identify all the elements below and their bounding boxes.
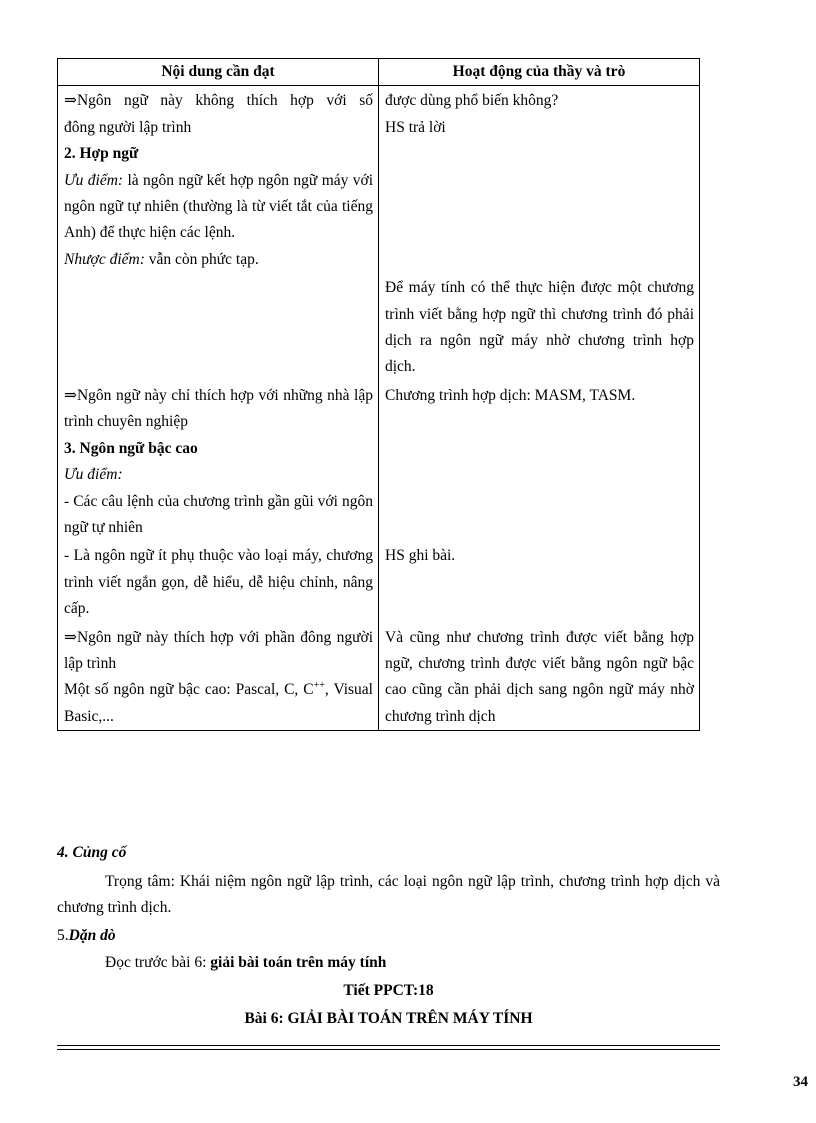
table-row bbox=[58, 86, 700, 273]
bullet-item: - Các câu lệnh của chương trình gần gũi với ngôn ngữ tự nhiên bbox=[64, 492, 373, 536]
homework-heading bbox=[57, 923, 720, 949]
section-heading: 3. Ngôn ngữ bậc cao bbox=[64, 439, 198, 457]
arrow-para: ⇒Ngôn ngữ này thích hợp với phần đông người lập trình bbox=[64, 628, 373, 672]
arrow-para: ⇒Ngôn ngữ này chỉ thích hợp với những nhà lập trình chuyên nghiệp bbox=[64, 386, 373, 431]
section-heading: 2. Hợp ngữ bbox=[64, 145, 139, 163]
homework-text bbox=[57, 950, 720, 976]
advantage-para bbox=[64, 168, 373, 247]
arrow-line: đông người lập trình bbox=[64, 118, 192, 136]
homework-title: Dặn dò bbox=[68, 927, 116, 944]
page-number: 34 bbox=[793, 1074, 808, 1090]
student-answer: HS trả lời bbox=[385, 118, 446, 136]
table-cell bbox=[379, 381, 700, 541]
header-content: Nội dung cần đạt bbox=[58, 59, 379, 86]
table-cell bbox=[379, 273, 700, 381]
advantage-text: là ngôn ngữ kết hợp ngôn ngữ máy với ngôn ngữ tự nhiên (thường là từ viết tắt của tiếng Anh) để thực hiện các lệnh. bbox=[64, 171, 374, 242]
table-row bbox=[58, 541, 700, 622]
student-note: HS ghi bài. bbox=[385, 547, 456, 565]
examples-post: , Visual Basic,... bbox=[64, 681, 373, 725]
examples-sup: ++ bbox=[313, 680, 325, 692]
lesson-title: Bài 6: GIẢI BÀI TOÁN TRÊN MÁY TÍNH bbox=[244, 1010, 533, 1027]
table-row bbox=[58, 381, 700, 541]
consolidate-heading: 4. Củng cố bbox=[57, 844, 127, 861]
examples-pre: Một số ngôn ngữ bậc cao: Pascal, C, C bbox=[64, 681, 314, 699]
table-cell bbox=[58, 623, 379, 731]
table-cell bbox=[379, 86, 700, 273]
lesson-table bbox=[57, 58, 700, 731]
question-line: được dùng phổ biến không? bbox=[385, 92, 559, 110]
header-activities: Hoạt động của thầy và trò bbox=[379, 59, 700, 86]
consolidate-text: Trọng tâm: Khái niệm ngôn ngữ lập trình, các loại ngôn ngữ lập trình, chương trình hợp dịch và chương trình dịch. bbox=[57, 873, 720, 916]
table-cell bbox=[58, 541, 379, 622]
table-cell bbox=[58, 381, 379, 541]
advantage-label: Ưu điểm: bbox=[64, 171, 124, 189]
table-cell bbox=[379, 623, 700, 731]
disadvantage-para bbox=[64, 247, 373, 273]
bullet-item: - Là ngôn ngữ ít phụ thuộc vào loại máy, chương trình viết ngắn gọn, dễ hiểu, dễ hiệu chỉnh, nâng cấp. bbox=[64, 547, 373, 618]
table-cell bbox=[58, 86, 379, 273]
table-cell bbox=[379, 541, 700, 622]
table-row bbox=[58, 623, 700, 731]
examples-para bbox=[64, 677, 373, 730]
table-row bbox=[58, 273, 700, 381]
disadvantage-label: Nhược điểm: bbox=[64, 250, 145, 268]
assembler-para: Chương trình hợp dịch: MASM, TASM. bbox=[385, 386, 636, 404]
table-cell bbox=[58, 273, 379, 381]
arrow-line: ⇒Ngôn ngữ này không thích hợp với số bbox=[64, 92, 373, 110]
homework-bold: giải bài toán trên máy tính bbox=[210, 954, 387, 971]
compiler-para: Và cũng như chương trình được viết bằng hợp ngữ, chương trình được viết bằng ngôn ngữ bậc cao cũng cần phải dịch sang ngôn ngữ máy nhờ chương trình dịch bbox=[385, 628, 694, 725]
homework-number: 5. bbox=[57, 927, 69, 944]
table-header-row bbox=[58, 59, 700, 86]
advantage-label: Ưu điểm: bbox=[64, 466, 123, 484]
translate-para: Để máy tính có thể thực hiện được một chương trình viết bằng hợp ngữ thì chương trình đó phải dịch ra ngôn ngữ máy nhờ chương trình hợp dịch. bbox=[385, 279, 694, 376]
disadvantage-text: vẫn còn phức tạp. bbox=[144, 250, 259, 268]
footer-rule bbox=[57, 1045, 720, 1050]
homework-prefix: Đọc trước bài 6: bbox=[105, 954, 211, 971]
period-label: Tiết PPCT:18 bbox=[343, 982, 434, 999]
